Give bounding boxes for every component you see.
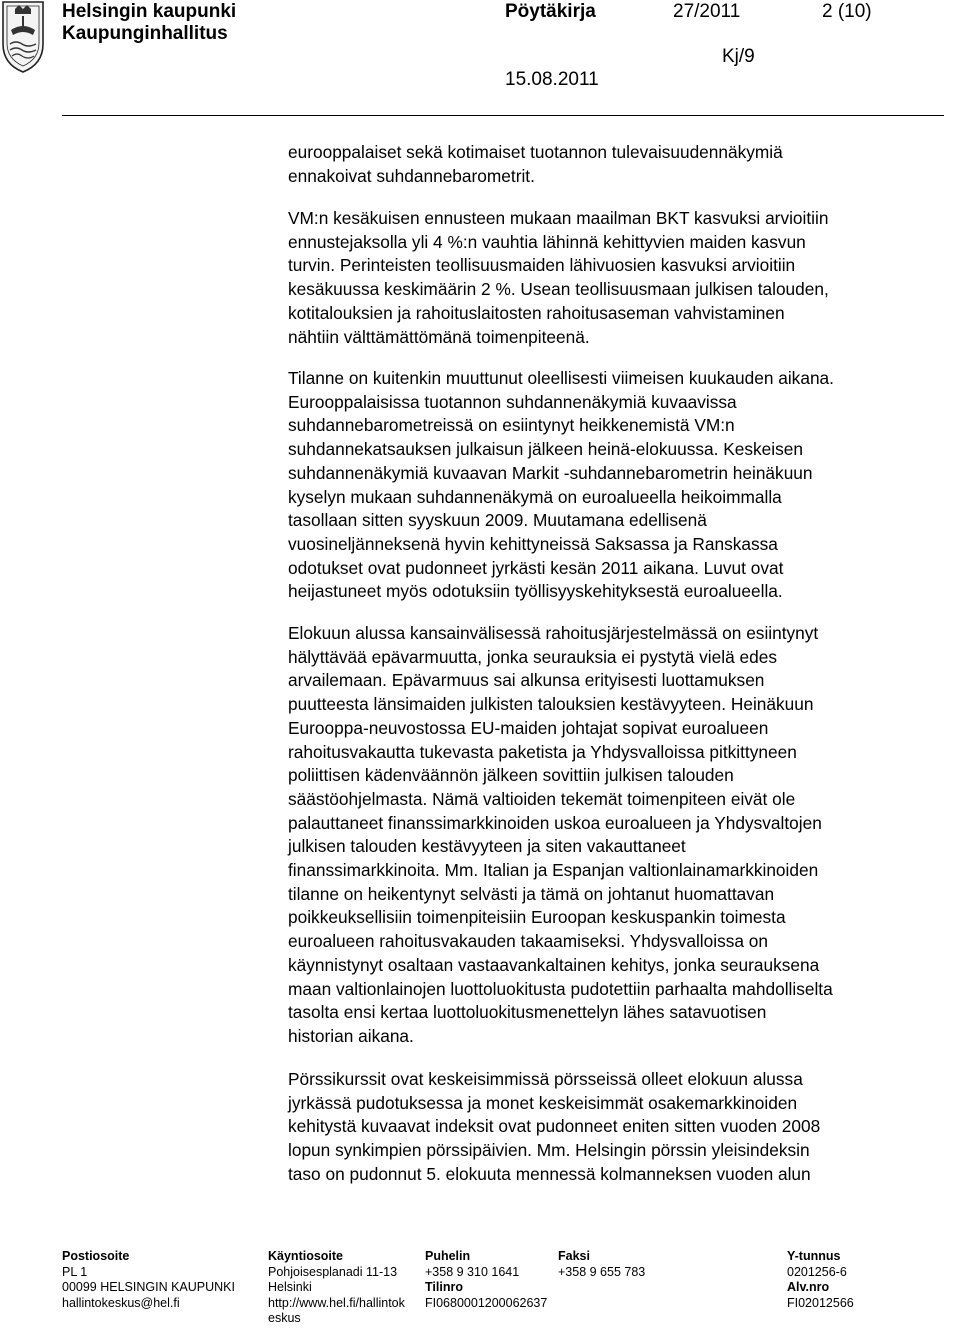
footer-label: Faksi [558,1249,590,1263]
footer-visiting-address [268,1249,418,1327]
footer-fax [558,1249,678,1280]
footer-business-id [787,1249,907,1280]
footer-value: PL 1 00099 HELSINGIN KAUPUNKI hallintokeskus@hel.fi [62,1264,235,1310]
helsinki-coat-of-arms-icon [0,0,46,74]
footer-label: Puhelin [425,1249,471,1263]
footer-postal-address [62,1249,262,1311]
header-divider [62,115,944,116]
footer-value: Pohjoisesplanadi 11-13 Helsinki http://www.hel.fi/hallintok eskus [268,1264,405,1326]
footer-label: Alv.nro [787,1280,830,1294]
footer-value: 0201256-6 [787,1264,847,1279]
paragraph-1 [288,141,948,188]
footer-vat [787,1280,907,1311]
page-number: 2 (10) [822,1,872,22]
footer-value: FI0680001200062637 [425,1295,548,1310]
paragraph-text: Tilanne on kuitenkin muuttunut oleellisesti viimeisen kuukauden aikana. Eurooppalaisissa tuotannon suhdannenäkymiä kuvaavissa suhdannebarometreissä on esiintynyt heikkenemistä VM:n suhdannekatsauksen julkaisun jälkeen heinä-elokuussa. Keskeisen suhdannenäkymiä kuvaavan Markit -suhdannebarometrin heinäkuun kyselyn mukaan suhdannenäkymä on euroalueella heikoimmalla tasollaan sitten syyskuun 2009. Muutamana edellisenä vuosineljänneksenä hyvin kehittyneissä Saksassa ja Ranskassa odotukset ovat pudonneet jyrkästi kesän 2011 aikana. Luvut ovat heijastuneet myös odotuksiin työllisyyskehityksestä euroalueella. [288,368,834,602]
footer-value: +358 9 655 783 [558,1264,646,1279]
section-reference: Kj/9 [722,46,755,67]
meeting-date: 15.08.2011 [505,69,599,90]
paragraph-text: Elokuun alussa kansainvälisessä rahoitusjärjestelmässä on esiintynyt hälyttävää epävarmuutta, jonka seurauksia ei pystytä vielä edes arvailemaan. Epävarmuus sai alkunsa erityisesti luottamuksen puutteesta länsimaiden julkisten talouksien kestävyyteen. Heinäkuun Eurooppa-neuvostossa EU-maiden johtajat sopivat euroalueen rahoitusvakautta tukevasta paketista ja Yhdysvalloissa pitkittyneen poliittisen kädenväännön jälkeen sovittiin julkisen talouden säästöohjelmasta. Nämä valtioiden tekemät toimenpiteen eivät ole palauttaneet finanssimarkkinoiden uskoa euroalueen ja Yhdysvaltojen julkisen talouden kestävyyteen ja siten vakauttaneet finanssimarkkinoita. Mm. Italian ja Espanjan valtionlainamarkkinoiden tilanne on heikentynyt selvästi ja tämä on johtanut huomattavan poikkeuksellisiin toimenpiteisiin Euroopan keskuspankin toimesta euroalueen rahoitusvakauden takaamiseksi. Yhdysvalloissa on käynnistynyt osaltaan vastaavankaltainen kehitys, jonka seurauksena maan valtionlainojen luottoluokitusta pudotettiin parhaalta mahdolliselta tasolta ensi kertaa luottoluokitusmenettelyn lähes satavuotisen historian aikana. [288,623,833,1046]
footer-label: Tilinro [425,1280,463,1294]
paragraph-text: Pörssikurssit ovat keskeisimmissä pörsseissä olleet elokuun alussa jyrkässä pudotuksessa ja monet keskeisimmät osakemarkkinoiden kehitystä kuvaavat indeksit ovat pudonneet eniten sitten vuoden 2008 lopun synkimpien pörssipäivien. Mm. Helsingin pörssin yleisindeksin taso on pudonnut 5. elokuuta mennessä kolmanneksen vuoden alun [288,1069,821,1184]
organization-name: Helsingin kaupunki [62,1,237,22]
footer-value: +358 9 310 1641 [425,1264,520,1279]
paragraph-2 [288,207,948,349]
document-number: 27/2011 [673,1,741,22]
footer-label: Käyntiosoite [268,1249,344,1263]
paragraph-5 [288,1068,948,1187]
footer-account [425,1280,585,1311]
footer-label: Postiosoite [62,1249,130,1263]
paragraph-text: VM:n kesäkuisen ennusteen mukaan maailman BKT kasvuksi arvioitiin ennustejaksolla yli 4 %:n vauhtia lähinnä kehittyvien maiden kasvun turvin. Perinteisten teollisuusmaiden lähivuosien kasvuksi arvioitiin kesäkuussa keskimäärin 2 %. Usean teollisuusmaan julkisen talouden, kotitalouksien ja rahoituslaitosten rahoitusaseman vahvistaminen nähtiin välttämättömänä toimenpiteenä. [288,208,829,347]
footer-label: Y-tunnus [787,1249,841,1263]
organization-body: Kaupunginhallitus [62,23,228,44]
footer-value: FI02012566 [787,1295,854,1310]
footer-phone [425,1249,555,1280]
coat-of-arms [0,0,46,74]
paragraph-4 [288,622,948,1049]
paragraph-3 [288,367,948,604]
paragraph-text: eurooppalaiset sekä kotimaiset tuotannon tulevaisuudennäkymiä ennakoivat suhdannebarometrit. [288,142,783,186]
document-type: Pöytäkirja [505,1,596,22]
